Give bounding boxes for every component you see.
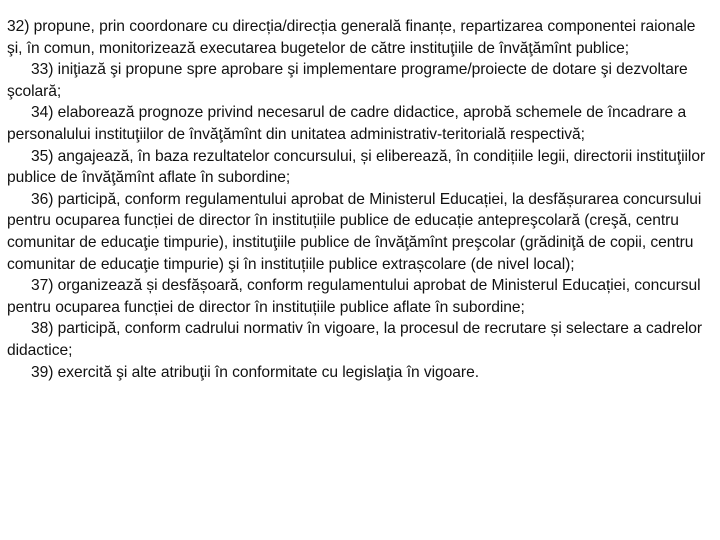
paragraph-item-34: 34) elaborează prognoze privind necesarul de cadre didactice, aprobă schemele de încadrare a personalului instituţiilor de învăţămînt din unitatea administrativ-teritorială respectivă; (7, 104, 687, 143)
paragraph-item-33: 33) iniţiază şi propune spre aprobare şi implementare programe/proiecte de dotare şi dezvoltare şcolară; (7, 61, 688, 100)
paragraph-item-39: 39) exercită şi alte atribuţii în conformitate cu legislaţia în vigoare. (31, 363, 479, 381)
paragraph-item-37: 37) organizează și desfășoară, conform regulamentului aprobat de Ministerul Educației, concursul pentru ocuparea funcției de director în instituțiile publice aflate în subordine; (7, 277, 701, 316)
paragraph-item-38: 38) participă, conform cadrului normativ în vigoare, la procesul de recrutare și selectare a cadrelor didactice; (7, 320, 702, 359)
document-body (7, 16, 715, 383)
paragraph-item-32: 32) propune, prin coordonare cu direcția/direcția generală finanțe, repartizarea componentei raionale şi, în comun, monitorizează executarea bugetelor de către instituţiile de învăţămînt publice; (7, 18, 696, 57)
paragraph-item-36: 36) participă, conform regulamentului aprobat de Ministerul Educației, la desfășurarea concursului pentru ocuparea funcției de director în instituțiile publice de educație antepreşcolară (creşă, centru comunitar de educaţie timpurie), instituţiile publice de învăţămînt preşcolar (grădiniţă de copii, centru comunitar de educaţie timpurie) şi în instituțiile publice extrașcolare (de nivel local); (7, 190, 702, 273)
paragraph-item-35: 35) angajează, în baza rezultatelor concursului, și eliberează, în condițiile legii, directorii instituţiilor publice de învăţămînt aflate în subordine; (7, 147, 706, 187)
